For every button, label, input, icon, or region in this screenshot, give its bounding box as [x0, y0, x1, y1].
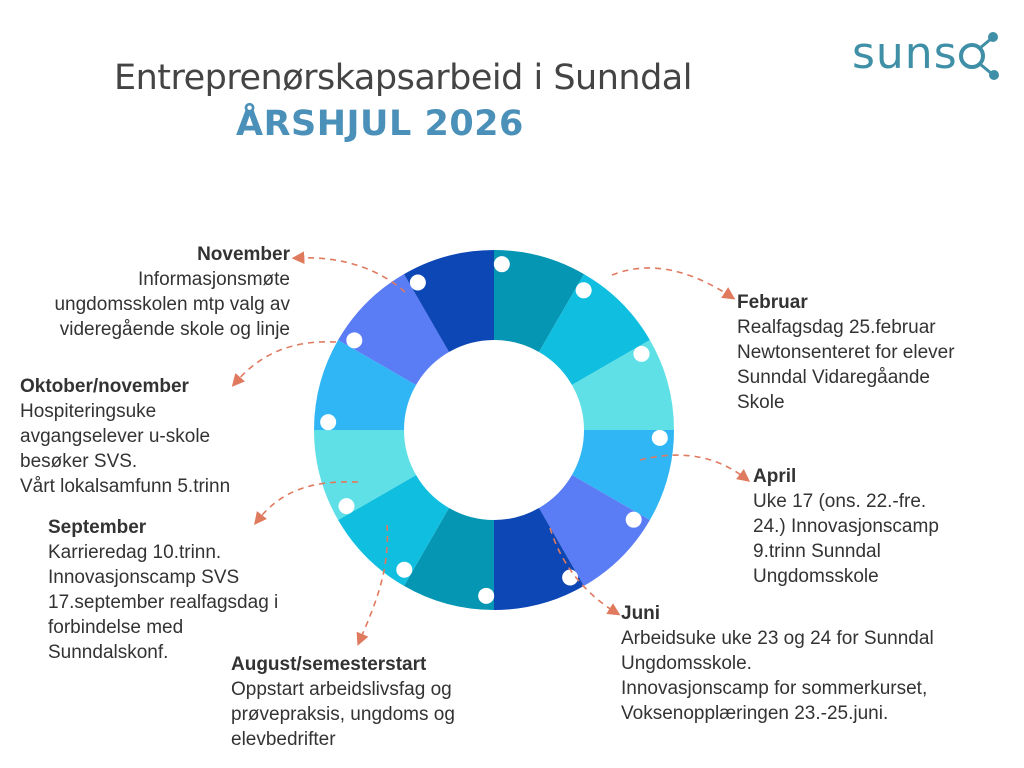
event-line: Realfagsdag 25.februar — [737, 317, 936, 338]
event-title: August/semesterstart — [231, 654, 427, 675]
event-november — [12, 242, 290, 342]
segment-dot — [634, 346, 650, 362]
event-line: elevbedrifter — [231, 729, 336, 750]
event-line: 24.) Innovasjonscamp — [753, 516, 939, 537]
wheel-segments — [314, 250, 674, 610]
event-title: April — [753, 466, 797, 487]
event-line: Uke 17 (ons. 22.-fre. — [753, 491, 927, 512]
event-line: Ungdomsskole — [753, 566, 879, 587]
arrow-februar — [612, 268, 730, 296]
segment-dot — [410, 274, 426, 290]
event-line: ungdomsskolen mtp valg av — [54, 294, 290, 315]
segment-dot — [320, 414, 336, 430]
event-line: forbindelse med — [48, 617, 184, 638]
event-februar — [737, 290, 955, 415]
event-line: besøker SVS. — [20, 451, 138, 472]
segment-dot — [396, 562, 412, 578]
event-line: Voksenopplæringen 23.-25.juni. — [621, 703, 889, 724]
page-subtitle: ÅRSHJUL 2026 — [236, 104, 524, 144]
event-line: Sunndal Vidaregåande — [737, 367, 930, 388]
segment-dot — [346, 332, 362, 348]
event-title: Februar — [737, 292, 808, 313]
event-line: videregående skole og linje — [59, 319, 290, 340]
event-line: Informasjonsmøte — [137, 269, 290, 290]
event-title: Oktober/november — [20, 376, 189, 397]
event-line: Innovasjonscamp SVS — [48, 567, 240, 588]
segment-dot — [338, 498, 354, 514]
event-line: avgangselever u-skole — [20, 426, 211, 447]
segment-dot — [652, 430, 668, 446]
segment-dot — [626, 512, 642, 528]
event-line: Newtonsenteret for elever — [737, 342, 955, 363]
event-line: Vårt lokalsamfunn 5.trinn — [20, 476, 231, 497]
event-line: Skole — [737, 392, 785, 413]
event-line: Hospiteringsuke — [20, 401, 157, 422]
event-august — [231, 652, 455, 752]
event-line: Karrieredag 10.trinn. — [48, 542, 222, 563]
event-line: 9.trinn Sunndal — [753, 541, 881, 562]
event-line: Arbeidsuke uke 23 og 24 for Sunndal — [621, 628, 934, 649]
arrow-oktober — [236, 342, 336, 382]
event-oktober — [20, 374, 230, 499]
logo-text: suns — [852, 28, 958, 79]
event-line: Ungdomsskole. — [621, 653, 752, 674]
event-title: November — [197, 244, 290, 265]
event-line: Innovasjonscamp for sommerkurset, — [621, 678, 928, 699]
event-line: Oppstart arbeidslivsfag og — [231, 679, 452, 700]
segment-dot — [478, 588, 494, 604]
segment-dot — [576, 282, 592, 298]
page-title: Entreprenørskapsarbeid i Sunndal — [114, 58, 692, 98]
event-line: Sunndalskonf. — [48, 642, 169, 663]
event-line: 17.september realfagsdag i — [48, 592, 279, 613]
event-juni — [621, 601, 934, 726]
event-september — [48, 515, 278, 665]
event-title: Juni — [621, 603, 661, 624]
segment-dot — [494, 256, 510, 272]
event-april — [753, 464, 939, 589]
event-line: prøvepraksis, ungdoms og — [231, 704, 455, 725]
event-title: September — [48, 517, 147, 538]
